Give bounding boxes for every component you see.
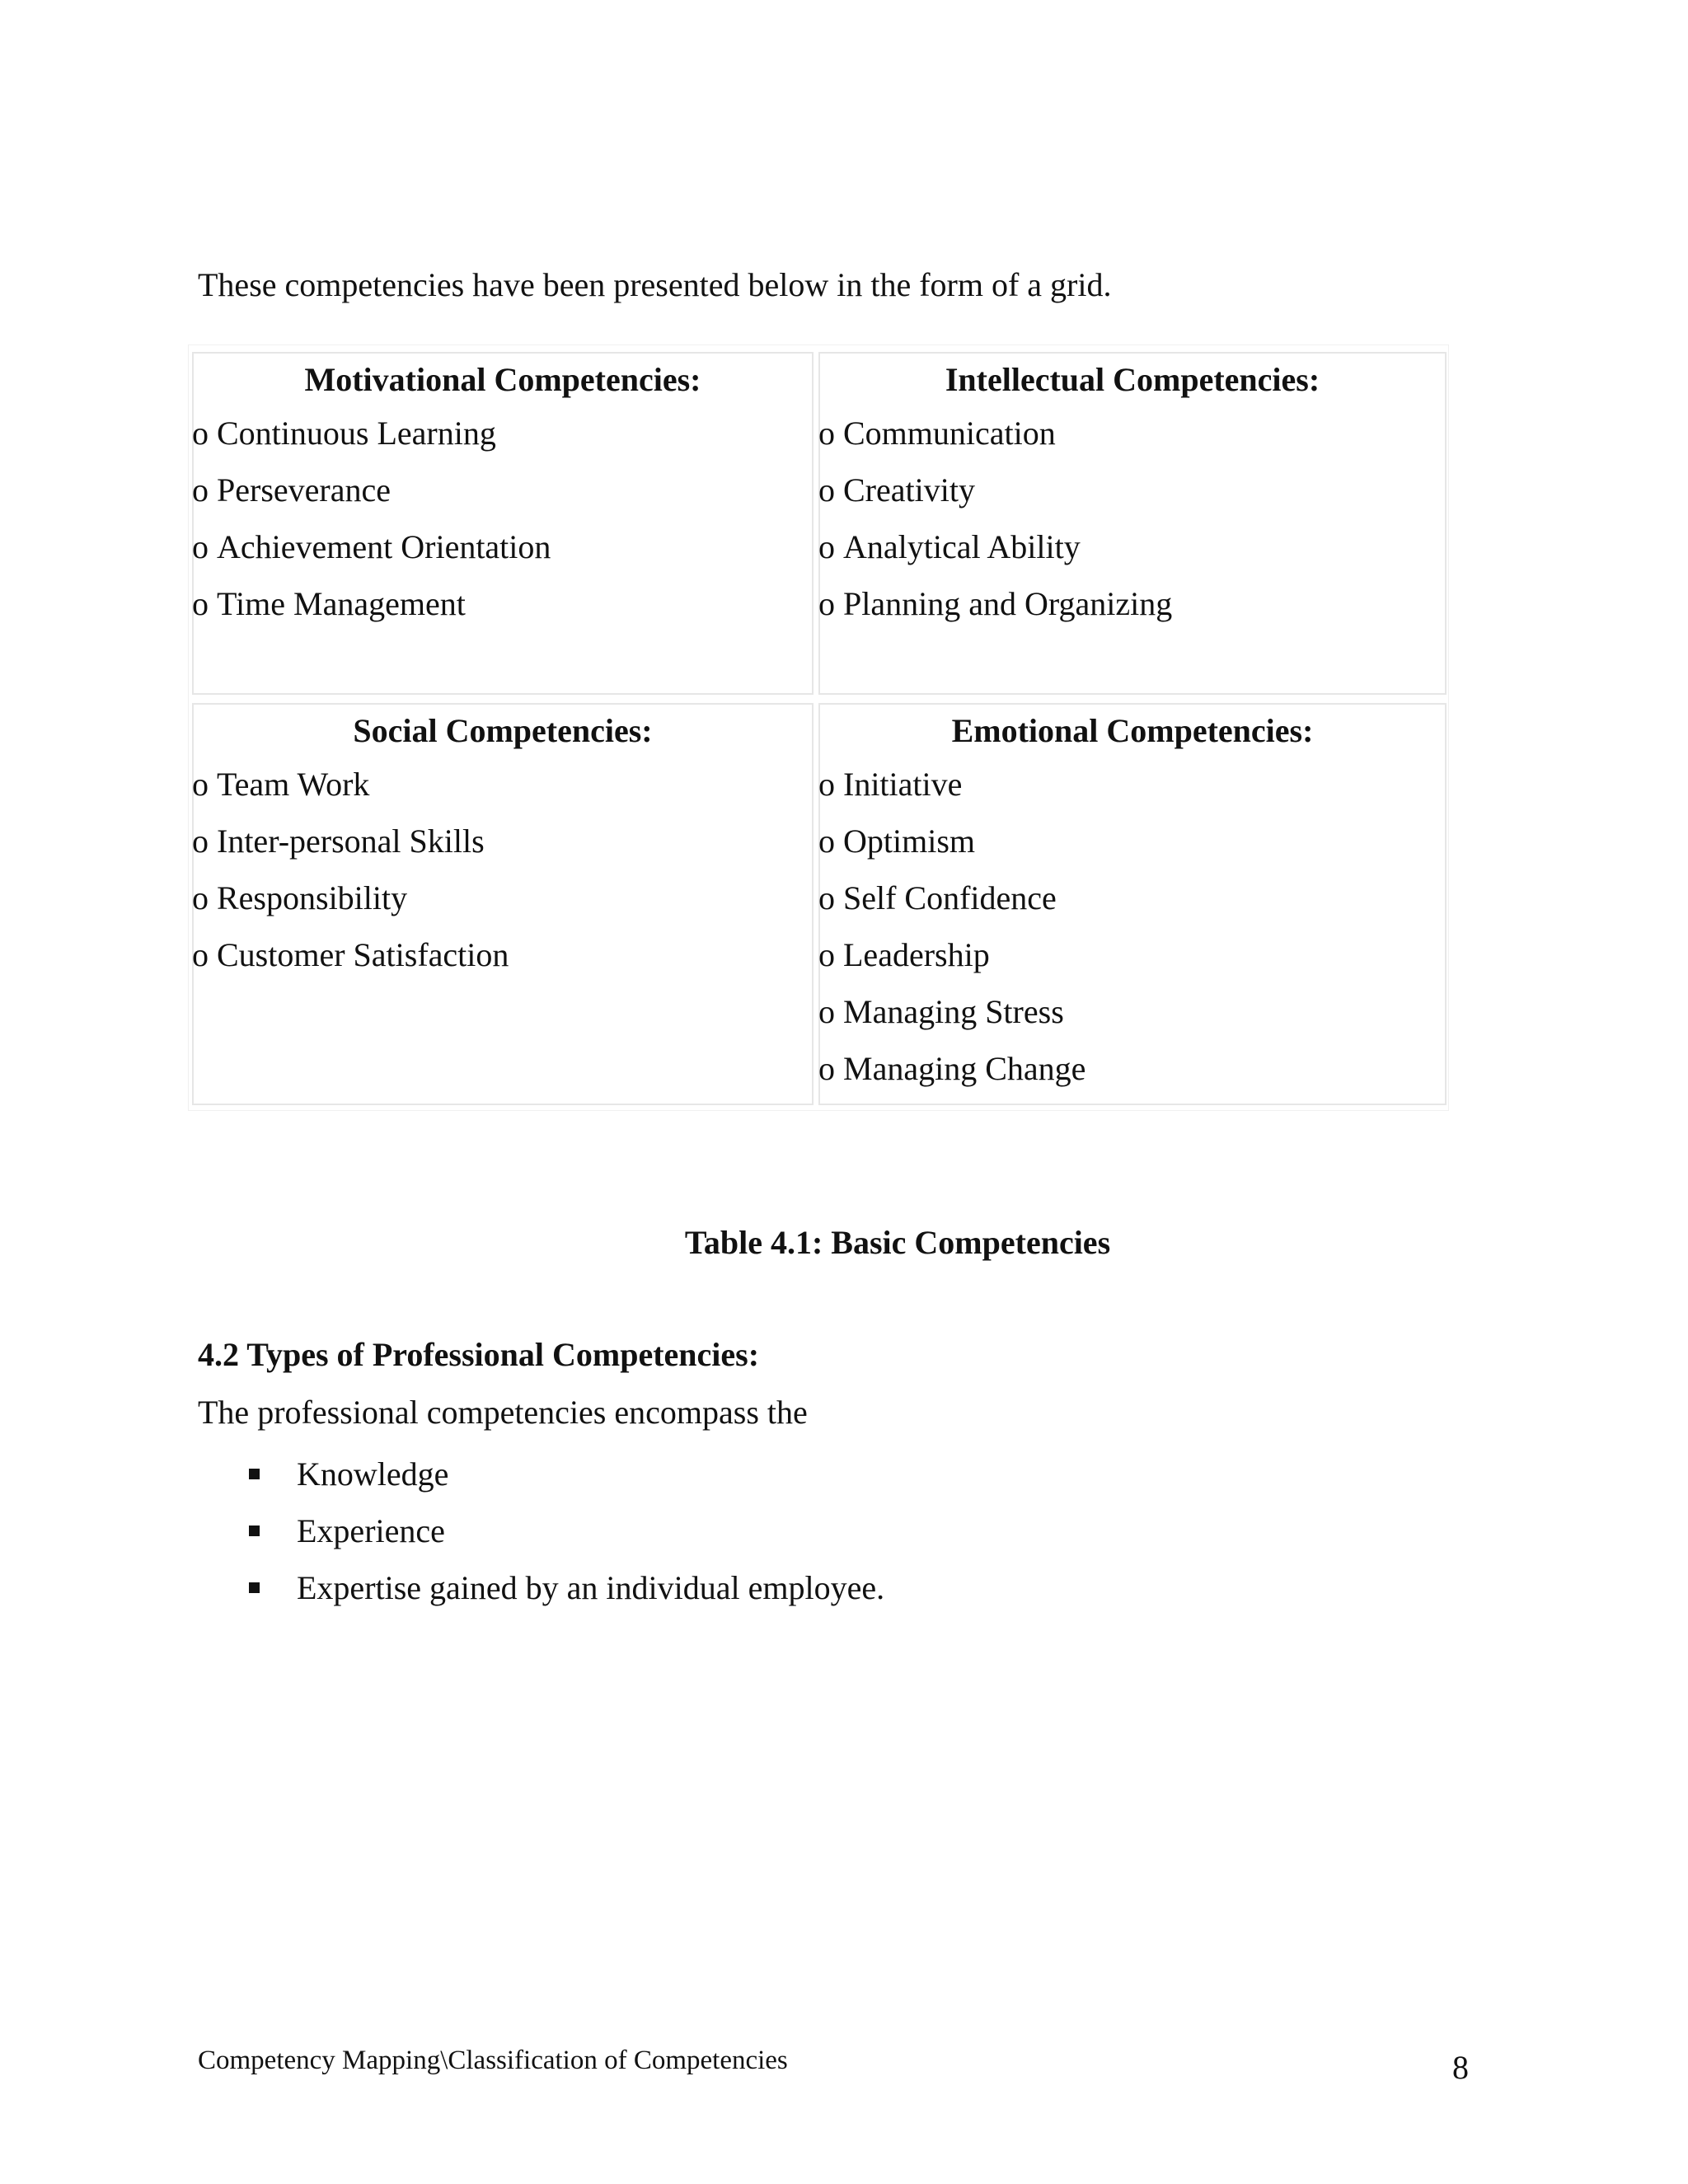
bullet-marker: o [818, 823, 835, 860]
list-item-label: Managing Change [843, 1050, 1086, 1087]
bullet-marker: o [818, 993, 835, 1030]
list-item-label: Communication [843, 415, 1056, 452]
emotional-cell [818, 703, 1447, 1105]
bullet-marker: o [192, 585, 209, 622]
square-bullet-icon [249, 1469, 260, 1479]
list-item-label: Initiative [843, 766, 963, 803]
list-item [192, 756, 810, 813]
list-item-label: Time Management [217, 585, 466, 622]
bullet-marker: o [192, 528, 209, 565]
list-item [818, 575, 1443, 632]
professional-competencies-list [247, 1446, 884, 1616]
list-item-label: Creativity [843, 471, 975, 509]
list-item-label: Knowledge [297, 1455, 449, 1493]
list-item [247, 1502, 884, 1559]
list-item-label: Self Confidence [843, 879, 1057, 916]
bullet-marker: o [818, 936, 835, 973]
bullet-marker: o [192, 415, 209, 452]
page-number: 8 [1452, 2049, 1469, 2086]
competency-grid [188, 344, 1449, 1111]
list-item [818, 869, 1443, 926]
list-item [818, 462, 1443, 518]
list-item-label: Experience [297, 1512, 445, 1549]
list-item [192, 575, 810, 632]
list-item [192, 405, 810, 462]
list-item-label: Leadership [843, 936, 990, 973]
social-cell [192, 703, 814, 1105]
intellectual-list [820, 405, 1445, 632]
list-item [247, 1446, 884, 1502]
bullet-marker: o [192, 766, 209, 803]
intellectual-title: Intellectual Competencies: [945, 361, 1320, 398]
motivational-list [194, 405, 812, 632]
bullet-marker: o [192, 936, 209, 973]
list-item-label: Analytical Ability [843, 528, 1081, 565]
intellectual-cell [818, 352, 1447, 695]
motivational-cell [192, 352, 814, 695]
list-item [192, 518, 810, 575]
list-item [818, 756, 1443, 813]
list-item [247, 1559, 884, 1616]
footer-path: Competency Mapping\Classification of Competencies [198, 2046, 788, 2075]
social-list [194, 756, 812, 983]
list-item [818, 405, 1443, 462]
list-item-label: Team Work [217, 766, 370, 803]
section-heading: 4.2 Types of Professional Competencies: [198, 1336, 760, 1373]
list-item-label: Continuous Learning [217, 415, 496, 452]
list-item-label: Customer Satisfaction [217, 936, 509, 973]
list-item-label: Inter-personal Skills [217, 823, 485, 860]
list-item-label: Achievement Orientation [217, 528, 551, 565]
bullet-marker: o [818, 1050, 835, 1087]
table-caption: Table 4.1: Basic Competencies [684, 1224, 1111, 1261]
list-item-label: Responsibility [217, 879, 408, 916]
list-item [818, 926, 1443, 983]
list-item [192, 926, 810, 983]
bullet-marker: o [818, 879, 835, 916]
bullet-marker: o [818, 528, 835, 565]
section-intro: The professional competencies encompass the [198, 1394, 808, 1431]
bullet-marker: o [818, 766, 835, 803]
list-item-label: Planning and Organizing [843, 585, 1173, 622]
list-item [192, 462, 810, 518]
list-item-label: Perseverance [217, 471, 391, 509]
list-item-label: Expertise gained by an individual employee. [297, 1569, 885, 1606]
list-item [818, 813, 1443, 869]
square-bullet-icon [249, 1526, 260, 1536]
square-bullet-icon [249, 1582, 260, 1593]
social-title: Social Competencies: [353, 712, 653, 749]
bullet-marker: o [192, 823, 209, 860]
intro-paragraph: These competencies have been presented below in the form of a grid. [198, 266, 1112, 303]
list-item [818, 983, 1443, 1040]
emotional-title: Emotional Competencies: [951, 712, 1314, 749]
emotional-list [820, 756, 1445, 1097]
bullet-marker: o [818, 415, 835, 452]
list-item-label: Optimism [843, 823, 976, 860]
bullet-marker: o [818, 585, 835, 622]
list-item-label: Managing Stress [843, 993, 1064, 1030]
bullet-marker: o [192, 879, 209, 916]
list-item [192, 869, 810, 926]
bullet-marker: o [192, 471, 209, 509]
list-item [192, 813, 810, 869]
motivational-title: Motivational Competencies: [304, 361, 701, 398]
bullet-marker: o [818, 471, 835, 509]
list-item [818, 518, 1443, 575]
list-item [818, 1040, 1443, 1097]
